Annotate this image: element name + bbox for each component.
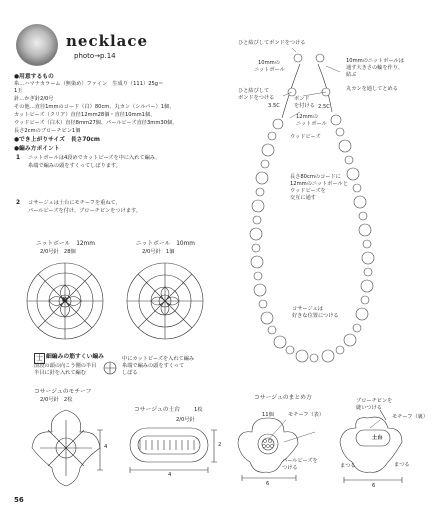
assembly-motif-front: モチーフ（表） bbox=[288, 412, 325, 418]
page-number: 56 bbox=[14, 496, 24, 504]
necklace-len-35: 3.5C bbox=[268, 103, 280, 109]
points-heading: ●編み方ポイント bbox=[14, 146, 60, 152]
necklace-bond-2: を付ける bbox=[294, 103, 315, 109]
necklace-cord-note: 長さ80cmのコードに bbox=[290, 174, 341, 180]
assembly-matsuru: まつる bbox=[340, 463, 356, 469]
legend-side-line: しぼる bbox=[122, 370, 138, 376]
necklace-note-left: ニットボール bbox=[254, 67, 285, 73]
necklace-wood: ウッドビーズ bbox=[290, 134, 321, 140]
materials-heading: ●用意するもの bbox=[14, 74, 54, 80]
knit-ball-12-sub: 2/0号針 28個 bbox=[40, 249, 76, 255]
motif-flower-chart bbox=[32, 410, 103, 486]
necklace-ball12: 12mmの bbox=[296, 114, 318, 120]
assembly-title: コサージュのまとめ方 bbox=[254, 395, 312, 401]
necklace-len-25: 2.5C bbox=[318, 104, 330, 110]
base-sub: 2/0号針 bbox=[176, 417, 195, 423]
assembly-brooch: 縫いつける bbox=[356, 405, 382, 411]
point-text: 糸端で編みの頭をすくってしぼります。 bbox=[28, 163, 121, 169]
material-line: カットビーズ（クリア）直径12mm28個・直径10mm1個、 bbox=[14, 112, 156, 118]
necklace-bond: ひと結びして bbox=[238, 88, 270, 94]
necklace-corsage-note: コサージュは bbox=[292, 306, 323, 312]
material-line: 糸…ハマナカラーム（無染め）ファイン 生成り（111）25g＝ bbox=[14, 81, 164, 87]
material-line: 針…かぎ針2/0号 bbox=[14, 96, 54, 102]
base-count: 1枚 bbox=[194, 407, 203, 413]
necklace-corsage-note: 好きな位置につける bbox=[292, 313, 339, 319]
necklace-note-left: 10mmの bbox=[258, 60, 280, 66]
legend-line: 半目に針を入れて編む bbox=[34, 370, 86, 376]
point-number: 1 bbox=[16, 155, 21, 161]
photo-reference: photo→p.14 bbox=[74, 52, 116, 60]
assembly-motif-back: モチーフ（裏） bbox=[392, 414, 429, 420]
necklace-cord-note: ウッドビーズを bbox=[290, 188, 326, 194]
knit-ball-12-title: ニットボール 12mm bbox=[36, 241, 95, 247]
material-line: 長さ2cmのブローチピン1個 bbox=[14, 128, 81, 134]
base-title: コサージュの土台 bbox=[134, 407, 181, 413]
assembly-pearl-note: パールビーズを bbox=[282, 458, 318, 464]
page-title: necklace bbox=[66, 32, 149, 50]
legend-side-line: 糸端で編みの頭をすくって bbox=[122, 363, 185, 369]
finished-size: ●でき上がりサイズ 長さ70cm bbox=[14, 137, 100, 143]
necklace-bond: ボンドをつける bbox=[238, 95, 275, 101]
assembly-dim-right: 6 bbox=[372, 483, 376, 489]
legend-side-line: 中にカットビーズを入れて編み bbox=[122, 356, 195, 362]
necklace-note-left: ひと結びしてボンドをつける bbox=[238, 40, 306, 46]
material-line: ウッドビーズ（白木）直径8mm27個、パールビーズ直径3mm30個、 bbox=[14, 120, 178, 126]
knit-ball-10-sub: 2/0号針 1個 bbox=[142, 249, 175, 255]
base-dim-h: 2 bbox=[218, 442, 222, 448]
material-line: 1玉 bbox=[14, 88, 23, 94]
material-line: その他…直径1mmのコード（白）80cm、丸カン（シルバー）1個、 bbox=[14, 104, 175, 110]
necklace-note-right: 結ぶ bbox=[346, 72, 357, 78]
base-oval-chart bbox=[130, 428, 217, 473]
knit-ball-10-chart bbox=[127, 263, 203, 339]
assembly-pearls: 11個 bbox=[262, 412, 274, 418]
necklace-bond-2: ボンド bbox=[294, 96, 310, 102]
point-text: パールビーズを付け、ブローチピンをつけます。 bbox=[28, 208, 141, 214]
assembly-matsuru-2: まつる bbox=[394, 462, 410, 468]
necklace-marukan: 丸カンを通してとめる bbox=[346, 86, 398, 92]
assembly-dim-left: 6 bbox=[266, 481, 270, 487]
knit-ball-10-title: ニットボール 10mm bbox=[136, 241, 195, 247]
assembly-base: 土台 bbox=[372, 435, 383, 441]
pearl-cluster bbox=[262, 439, 273, 447]
point-text: コサージュは土台にモチーフを重ねて、 bbox=[28, 200, 121, 206]
base-dim-w: 4 bbox=[168, 472, 172, 478]
legend-line: 前段の頭の向こう側の半目 bbox=[34, 363, 97, 369]
necklace-note-right: 10mmのニットボールは bbox=[346, 58, 404, 64]
motif-title: コサージュのモチーフ bbox=[34, 389, 92, 395]
motif-sub: 2/0号針 2枚 bbox=[40, 397, 73, 403]
necklace-cord-note: 12mmのニットボールと bbox=[290, 181, 348, 187]
necklace-cord-note: 交互に通す bbox=[290, 195, 316, 201]
ball-center-label: 輪 bbox=[62, 298, 68, 304]
necklace-ball12: ニットボール bbox=[296, 121, 327, 127]
legend-title: 細編みの筋すくい編み bbox=[46, 354, 104, 360]
assembly-pearl-note: つける bbox=[282, 465, 298, 471]
point-text: ニットボールは4段めでカットビーズを中に入れて編み、 bbox=[28, 155, 161, 161]
necklace-note-right: 通す大きさの輪を作り、 bbox=[346, 65, 404, 71]
legend-symbol: 士 bbox=[36, 354, 43, 362]
point-number: 2 bbox=[16, 200, 21, 206]
motif-dim: 4 bbox=[104, 444, 108, 450]
assembly-brooch: ブローチピンを bbox=[356, 398, 393, 404]
